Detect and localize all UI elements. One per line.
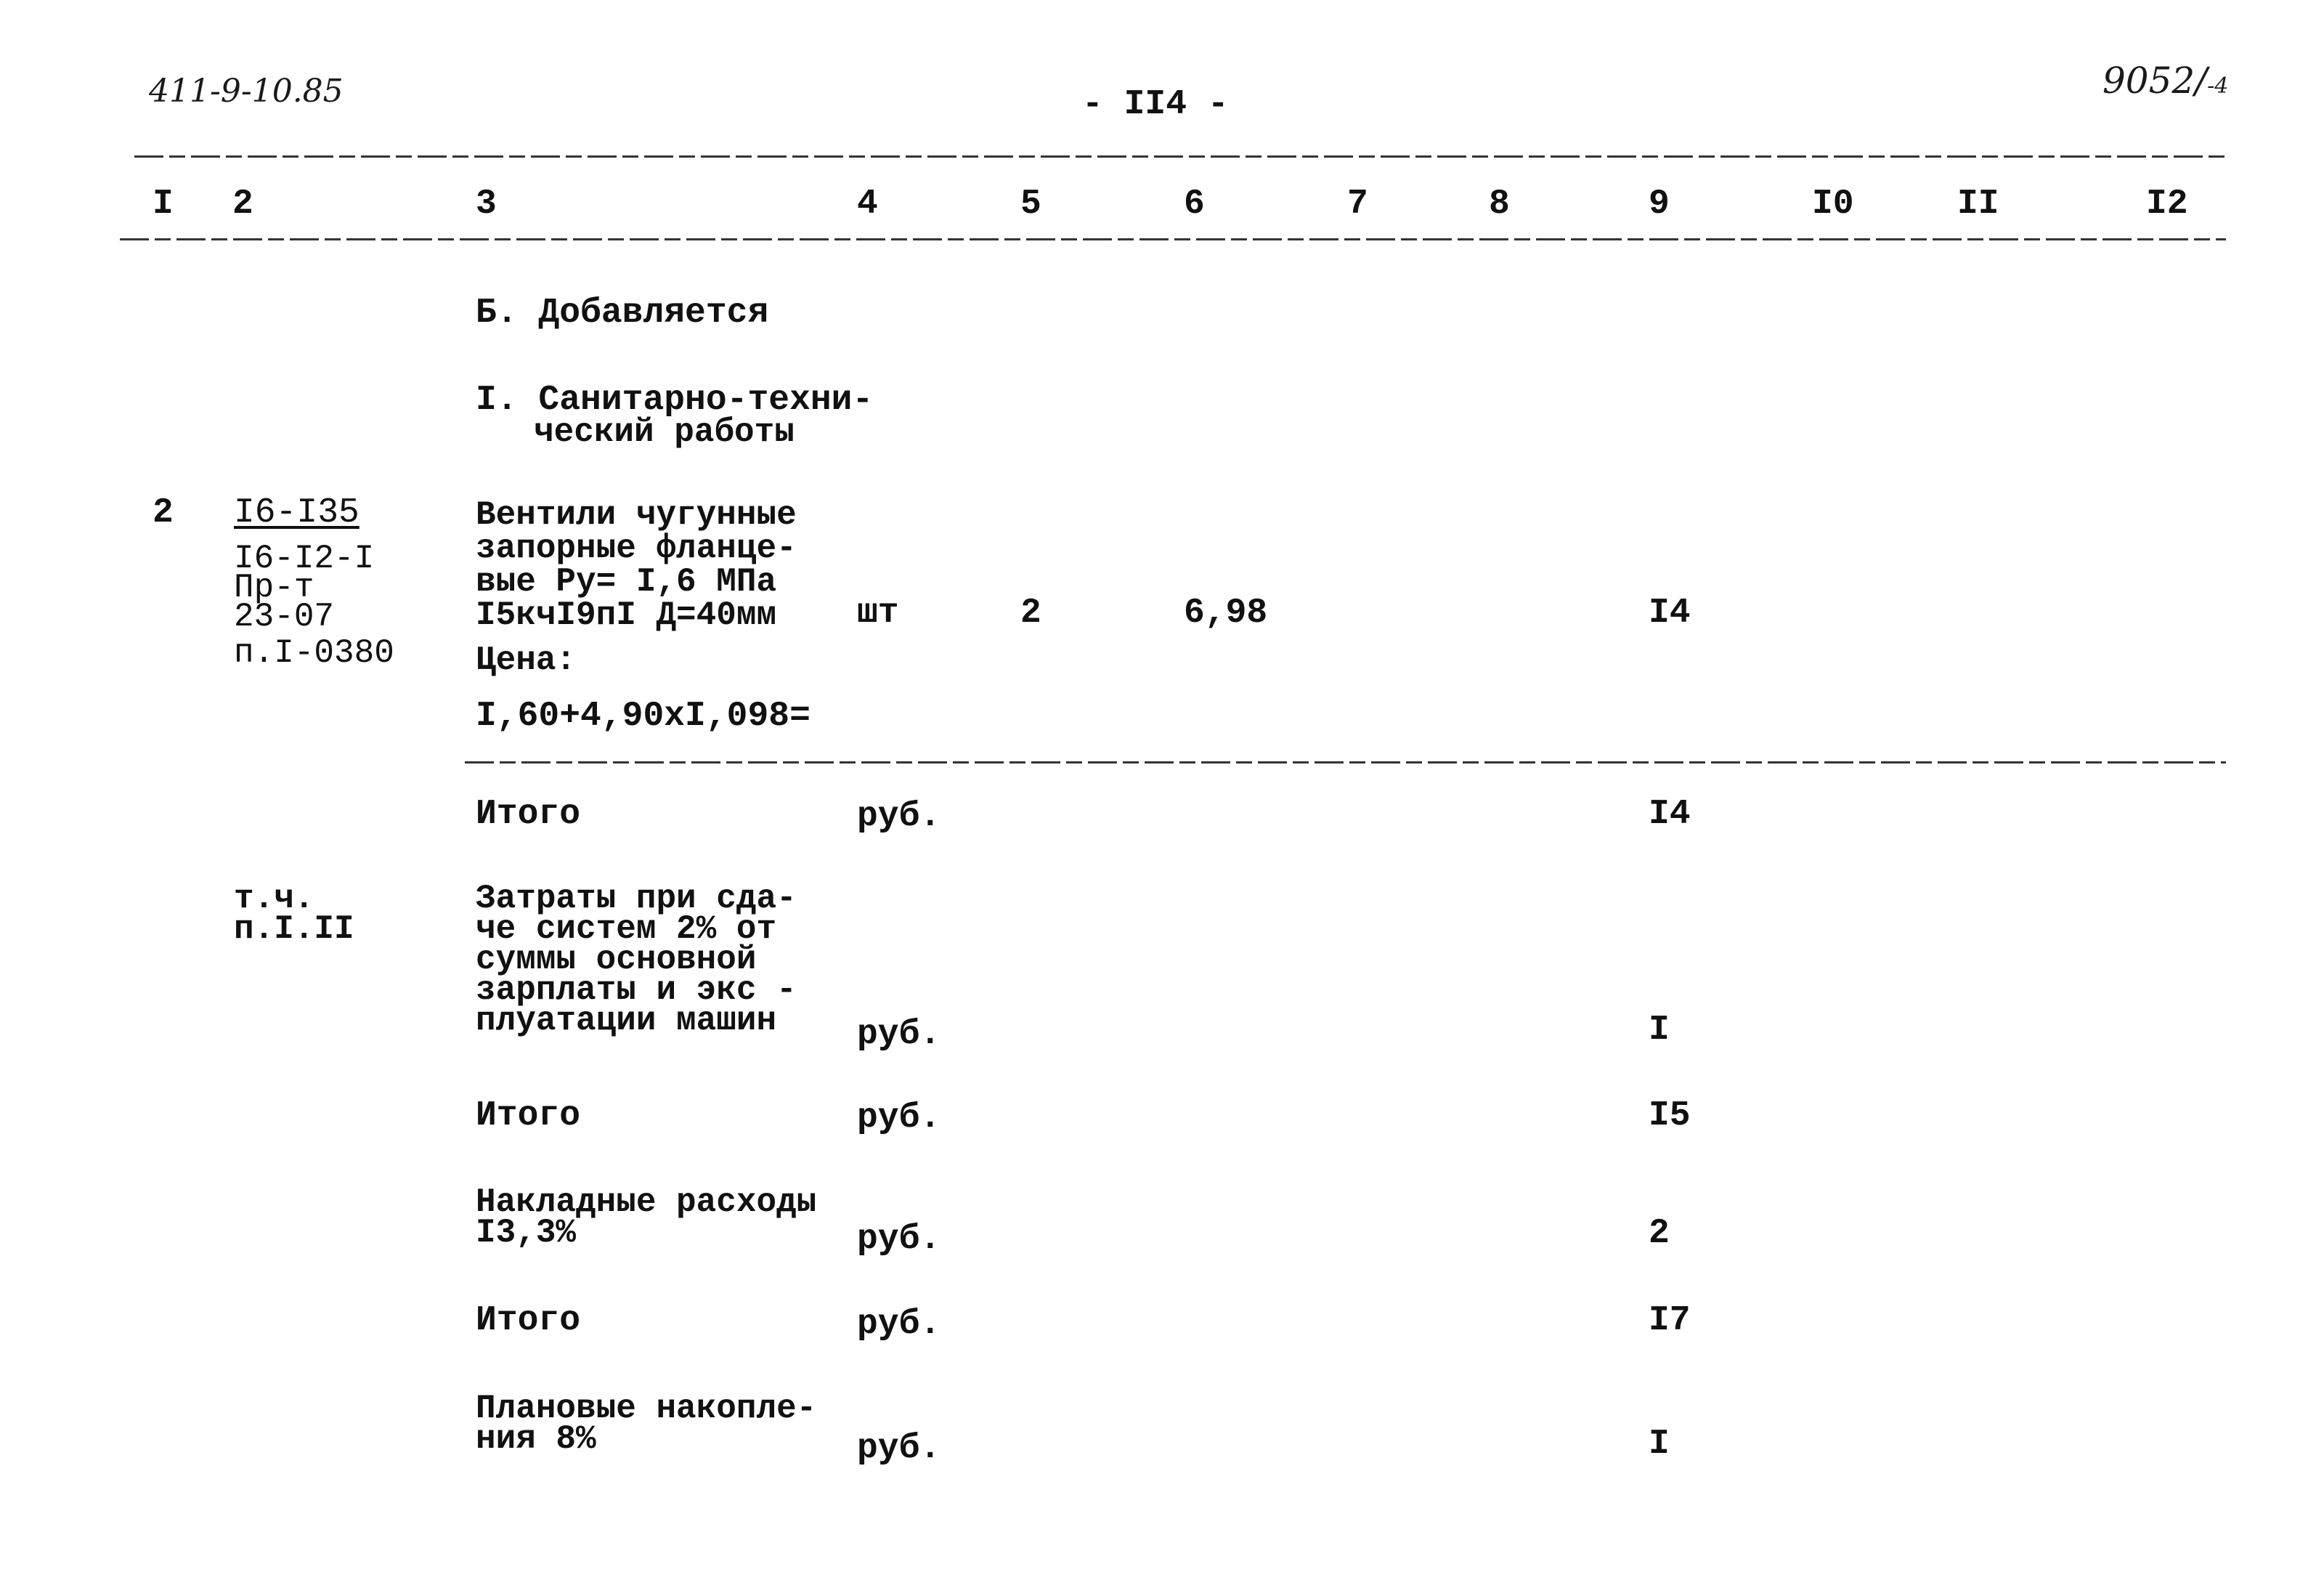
summary-unit: руб. — [857, 1305, 941, 1344]
subsection-title-line2: ческий работы — [534, 413, 795, 451]
col-header-7: 7 — [1347, 185, 1368, 224]
summary-label-line: суммы основной — [476, 941, 757, 979]
summary-label-line: I3,3% — [476, 1214, 577, 1252]
summary-total: I — [1649, 1010, 1670, 1050]
summary-label-line: Накладные расходы — [476, 1183, 817, 1221]
col-header-9: 9 — [1649, 185, 1670, 224]
col-header-1: I — [153, 185, 174, 224]
summary-unit: руб. — [857, 797, 941, 836]
summary-total: I4 — [1649, 795, 1691, 834]
ref-number-suffix: -4 — [2207, 73, 2229, 99]
summary-total: I5 — [1649, 1096, 1691, 1135]
entry-qty: 2 — [1020, 594, 1041, 633]
ref-number-main: 9052/ — [2102, 60, 2208, 102]
entry-code-main: I6-I35 — [234, 493, 359, 532]
summary-unit: руб. — [857, 1220, 941, 1259]
subsection-title-line1: I. Санитарно-техни- — [476, 381, 874, 420]
entry-code-line: 23-07 — [234, 598, 335, 636]
col-header-11: II — [1957, 185, 1999, 224]
entry-separator — [465, 761, 2226, 763]
col-header-8: 8 — [1489, 185, 1510, 224]
doc-code: 411-9-10.85 — [149, 73, 344, 110]
entry-desc-line: вые Ру= I,6 МПа — [476, 563, 777, 601]
entry-total: I4 — [1649, 594, 1691, 633]
summary-unit: руб. — [857, 1098, 941, 1138]
entry-unit: шт — [857, 594, 899, 633]
summary-total: 2 — [1649, 1214, 1670, 1253]
col-header-2: 2 — [232, 185, 253, 224]
entry-code-line: I6-I2-I — [234, 540, 375, 578]
entry-number: 2 — [153, 493, 174, 532]
header-rule-top — [134, 155, 2226, 158]
summary-unit: руб. — [857, 1015, 941, 1054]
entry-desc-line: I5кчI9пI Д=40мм — [476, 596, 777, 634]
section-title: Б. Добавляется — [476, 293, 769, 333]
col-header-12: I2 — [2146, 185, 2188, 224]
summary-unit: руб. — [857, 1429, 941, 1468]
summary-label: Итого — [476, 795, 581, 834]
summary-label-line: ния 8% — [476, 1420, 596, 1458]
page-number: - II4 - — [1082, 85, 1229, 124]
entry-desc-line: запорные фланце- — [476, 530, 797, 567]
summary-label-line: че систем 2% от — [476, 910, 777, 948]
col-header-4: 4 — [857, 185, 878, 224]
entry-desc-line: Вентили чугунные — [476, 496, 797, 534]
summary-total: I — [1649, 1425, 1670, 1464]
summary-code-line: т.ч. — [234, 880, 314, 918]
summary-label-line: зарплаты и экс - — [476, 971, 797, 1009]
entry-code-line: Пр-т — [234, 569, 314, 607]
header-rule-bottom — [120, 238, 2226, 240]
entry-price-formula: I,60+4,90xI,098= — [476, 697, 810, 736]
summary-label: Итого — [476, 1096, 581, 1135]
summary-label-line: Затраты при сда- — [476, 880, 797, 918]
summary-label-line: Плановые накопле- — [476, 1390, 817, 1427]
col-header-6: 6 — [1184, 185, 1205, 224]
ref-number — [2102, 60, 2228, 102]
entry-code-line: п.I-0380 — [234, 634, 394, 672]
entry-price: 6,98 — [1184, 594, 1268, 633]
summary-label: Итого — [476, 1301, 581, 1340]
summary-label-line: плуатации машин — [476, 1002, 777, 1040]
col-header-5: 5 — [1020, 185, 1041, 224]
entry-price-label: Цена: — [476, 641, 577, 679]
col-header-10: I0 — [1812, 185, 1854, 224]
col-header-3: 3 — [476, 185, 497, 224]
summary-code-line: п.I.II — [234, 910, 354, 948]
summary-total: I7 — [1649, 1301, 1691, 1340]
